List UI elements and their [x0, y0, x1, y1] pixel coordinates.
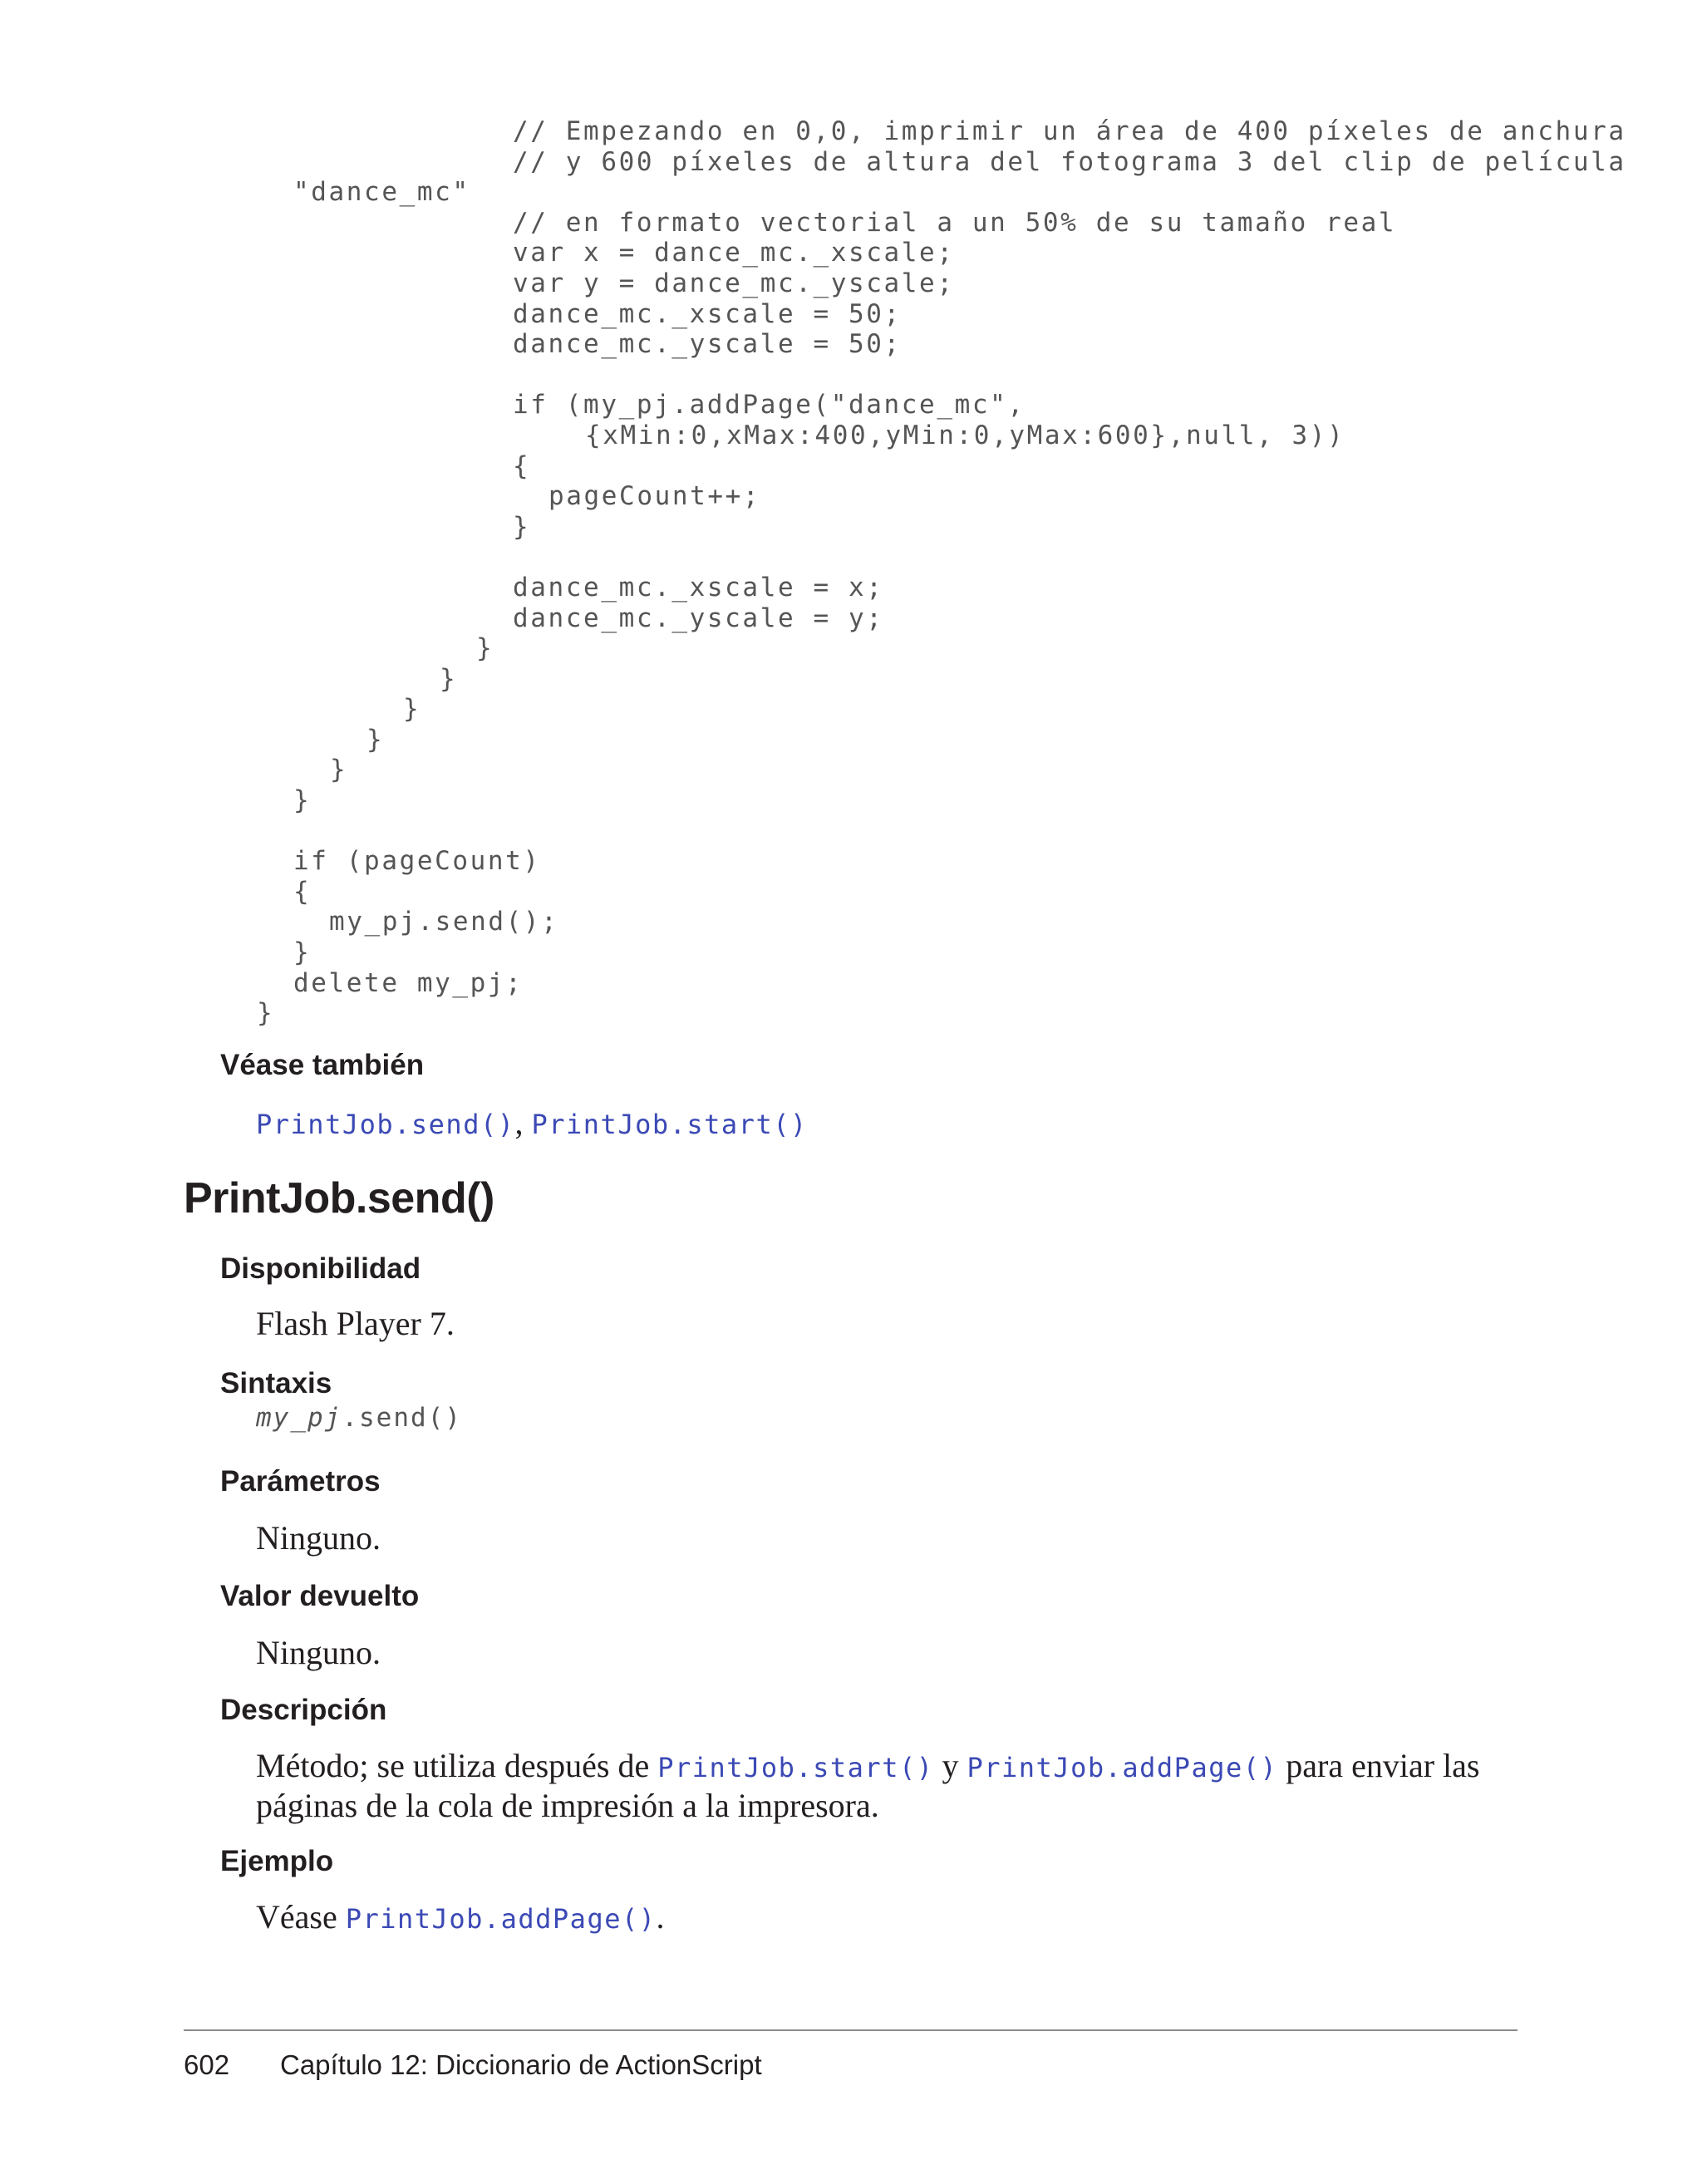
code-line-text: } [513, 511, 531, 542]
params-heading: Parámetros [220, 1465, 381, 1498]
code-line-text: } [257, 998, 275, 1029]
availability-heading: Disponibilidad [220, 1252, 421, 1285]
syntax-method: .send() [342, 1403, 462, 1433]
code-line [0, 816, 1626, 847]
description-text [256, 1747, 1519, 1825]
code-line-text: if (pageCount) [293, 846, 541, 877]
return-heading: Valor devuelto [220, 1580, 420, 1612]
code-line-text: // y 600 píxeles de altura del fotograma 3 del clip de película [513, 146, 1626, 177]
code-line [0, 694, 1626, 725]
code-line-text: delete my_pj; [293, 967, 524, 998]
code-line-text: pageCount++; [548, 481, 761, 512]
code-line [0, 542, 1626, 573]
description-part-2: y [933, 1747, 967, 1784]
code-line-text: "dance_mc" [293, 177, 470, 208]
code-line [0, 116, 1626, 147]
code-line [0, 755, 1626, 785]
description-heading: Descripción [220, 1694, 387, 1726]
code-line [0, 603, 1626, 634]
entry-title: PrintJob.send() [184, 1174, 494, 1222]
code-line-text: dance_mc._yscale = y; [513, 603, 884, 633]
code-line [0, 573, 1626, 603]
code-line [0, 299, 1626, 330]
code-line [0, 390, 1626, 421]
code-line [0, 451, 1626, 482]
code-line [0, 937, 1626, 968]
code-line-text: { [293, 876, 312, 907]
code-line-text: } [476, 633, 494, 664]
see-also-heading: Véase también [220, 1049, 425, 1081]
code-line [0, 907, 1626, 937]
params-text: Ninguno. [256, 1519, 381, 1557]
link-printjob-start[interactable]: PrintJob.start() [531, 1109, 808, 1140]
see-also-links [256, 1104, 1519, 1144]
code-line [0, 998, 1626, 1029]
link-printjob-addpage-example[interactable]: PrintJob.addPage() [345, 1903, 657, 1935]
code-line [0, 664, 1626, 695]
code-line [0, 725, 1626, 755]
code-line [0, 968, 1626, 999]
code-line-text: } [330, 755, 348, 785]
code-line-text: } [403, 694, 421, 725]
syntax-code [256, 1403, 462, 1433]
code-line [0, 512, 1626, 543]
code-line [0, 877, 1626, 908]
code-line [0, 238, 1626, 268]
availability-text: Flash Player 7. [256, 1305, 455, 1342]
code-line-text: var x = dance_mc._xscale; [513, 238, 955, 268]
code-line-text: dance_mc._xscale = 50; [513, 298, 902, 329]
code-block [0, 116, 1626, 1029]
link-printjob-start-desc[interactable]: PrintJob.start() [657, 1752, 934, 1783]
description-part-3: para enviar las páginas de la cola de impresión a la impresora. [256, 1747, 1480, 1824]
code-line [0, 633, 1626, 664]
return-text: Ninguno. [256, 1634, 381, 1671]
code-line [0, 208, 1626, 239]
chapter-title: Capítulo 12: Diccionario de ActionScript [280, 2049, 762, 2080]
code-line-text: } [293, 937, 312, 968]
example-part-2: . [656, 1898, 665, 1936]
code-line-text: } [366, 724, 385, 755]
page-number: 602 [184, 2049, 230, 2080]
code-line-text: if (my_pj.addPage("dance_mc", [513, 390, 1026, 421]
code-line-text: var y = dance_mc._yscale; [513, 268, 955, 298]
code-line [0, 846, 1626, 877]
code-line-text: { [513, 450, 531, 481]
code-line [0, 481, 1626, 512]
description-part-1: Método; se utiliza después de [256, 1747, 658, 1784]
code-line [0, 177, 1626, 208]
code-line [0, 147, 1626, 178]
code-line-text: dance_mc._yscale = 50; [513, 329, 902, 360]
code-line-text: } [440, 663, 458, 694]
code-line [0, 421, 1626, 451]
code-line-text: my_pj.send(); [329, 907, 559, 937]
code-line [0, 268, 1626, 299]
link-printjob-send[interactable]: PrintJob.send() [256, 1109, 515, 1140]
example-heading: Ejemplo [220, 1845, 334, 1877]
code-line-text: } [293, 785, 312, 816]
code-line [0, 360, 1626, 391]
example-text [256, 1898, 1519, 1938]
example-part-1: Véase [256, 1898, 346, 1936]
syntax-object: my_pj [256, 1403, 342, 1433]
code-line-text: // Empezando en 0,0, imprimir un área de 400 píxeles de anchura [513, 116, 1626, 146]
code-line-text: {xMin:0,xMax:400,yMin:0,yMax:600},null, 3)) [585, 420, 1345, 450]
link-printjob-addpage-desc[interactable]: PrintJob.addPage() [967, 1752, 1278, 1783]
code-line-text: dance_mc._xscale = x; [513, 572, 884, 603]
footer-divider [184, 2029, 1518, 2031]
code-line [0, 329, 1626, 360]
code-line-text: // en formato vectorial a un 50% de su tamaño real [513, 207, 1397, 238]
syntax-heading: Sintaxis [220, 1367, 332, 1399]
see-also-separator: , [514, 1104, 532, 1141]
code-line [0, 785, 1626, 816]
